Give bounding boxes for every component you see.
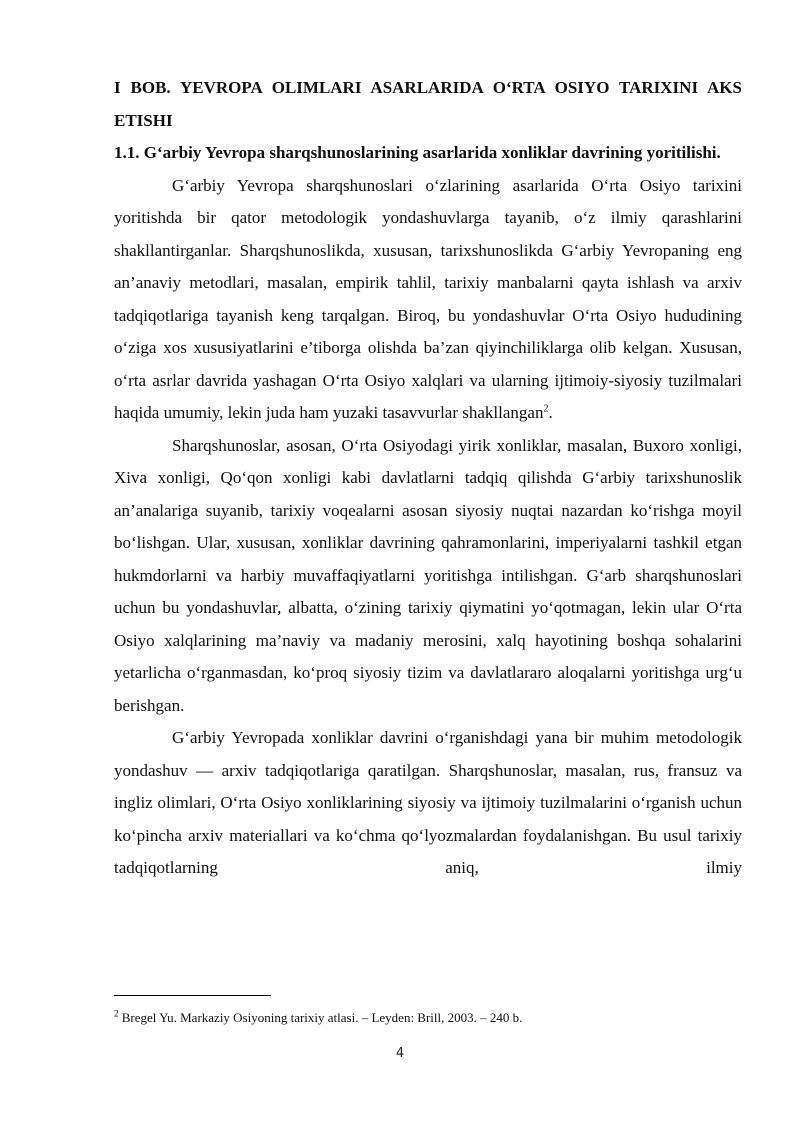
paragraph-3-text: G‘arbiy Yevropada xonliklar davrini o‘rganishdagi yana bir muhim metodologik yondashuv — arxiv tadqiqotlariga qaratilgan. Sharqshunoslar, masalan, rus, fransuz va ingliz olimlari, O‘rta Osiyo xonliklarining siyosiy va ijtimoiy tuzilmalarini o‘rganish uchun ko‘pincha arxiv materiallari va ko‘chma qo‘lyozmalardan foydalanishgan. Bu usul tarixiy tadqiqotlarning aniq, ilmiy [114,728,742,877]
paragraph-1-text: G‘arbiy Yevropa sharqshunoslari o‘zlarining asarlarida O‘rta Osiyo tarixini yoritishda bir qator metodologik yondashuvlarga tayanib, o‘z ilmiy qarashlarini shakllantirganlar. Sharqshunoslikda, xususan, tarixshunoslikda G‘arbiy Yevropaning eng an’anaviy metodlari, masalan, empirik tahlil, tarixiy manbalarni qayta ishlash va arxiv tadqiqotlariga tayanish keng tarqalgan. Biroq, bu yondashuvlar O‘rta Osiyo hududining o‘ziga xos xususiyatlarini e’tiborga olishda ba’zan qiyinchiliklarga olib kelgan. Xususan, o‘rta asrlar davrida yashagan O‘rta Osiyo xalqlari va ularning ijtimoiy-siyosiy tuzilmalari haqida umumiy, lekin juda ham yuzaki tasavvurlar shakllangan [114,175,742,422]
paragraph-2-text: Sharqshunoslar, asosan, O‘rta Osiyodagi yirik xonliklar, masalan, Buxoro xonligi, Xiva xonligi, Qo‘qon xonligi kabi davlatlarni tadqiq qilishda G‘arbiy tarixshunoslik an’analariga suyanib, tarixiy voqealarni asosan siyosiy nuqtai nazardan ko‘rishga moyil bo‘lishgan. Ular, xususan, xonliklar davrining qahramonlarini, imperiyalarni tashkil etgan hukmdorlarni va harbiy muvaffaqiyatlarni yoritishga intilishgan. G‘arb sharqshunoslari uchun bu yondashuvlar, albatta, o‘zining tarixiy qiymatini yo‘qotmagan, lekin ular O‘rta Osiyo xalqlarining ma’naviy va madaniy merosini, xalq hayotining boshqa sohalarini yetarlicha o‘rganmasdan, ko‘proq siyosiy tizim va davlatlararo aloqalarni yoritishga urg‘u berishgan. [114,435,742,715]
page-content [114,72,742,885]
section-title: 1.1. G‘arbiy Yevropa sharqshunoslarining asarlarida xonliklar davrining yoritilishi. [114,143,721,162]
chapter-title: I BOB. YEVROPA OLIMLARI ASARLARIDA O‘RTA OSIYO TARIXINI AKS ETISHI [114,78,742,130]
paragraph-1 [114,170,742,430]
paragraph-2 [114,430,742,723]
paragraph-3 [114,722,742,885]
footnote-number: 2 [114,1008,119,1019]
footnote [114,1010,754,1026]
footnote-text: Bregel Yu. Markaziy Osiyoning tarixiy atlasi. – Leyden: Brill, 2003. – 240 b. [121,1010,523,1025]
page-number: 4 [395,1046,405,1061]
paragraph-1-tail: . [548,403,553,422]
footnote-reference[interactable]: 2 [543,403,549,415]
footnote-separator [114,995,271,996]
